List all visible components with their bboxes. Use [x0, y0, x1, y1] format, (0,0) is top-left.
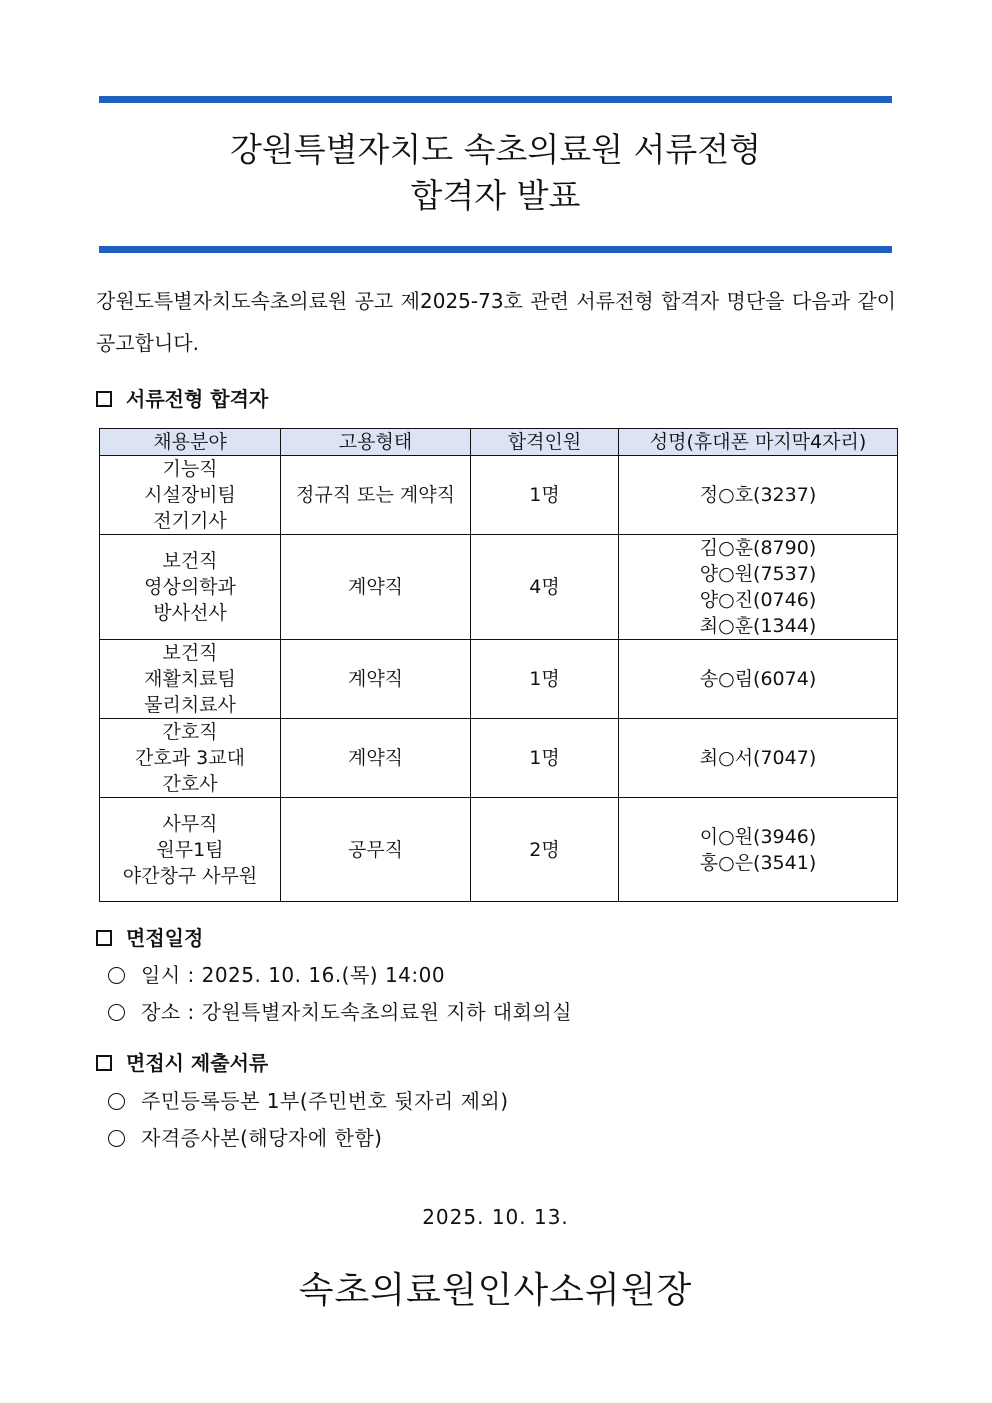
field-cell [100, 719, 281, 798]
name-line: 최○훈(1344) [699, 615, 817, 637]
documents-heading-label: 면접시 제출서류 [126, 1051, 269, 1075]
column-header: 합격인원 [471, 429, 619, 456]
checkbox-square-icon [96, 930, 112, 946]
column-header: 고용형태 [281, 429, 471, 456]
table-row [100, 640, 898, 719]
count-cell: 2명 [471, 798, 619, 902]
names-cell [619, 640, 898, 719]
field-line: 물리치료사 [144, 694, 236, 716]
interview-heading [96, 924, 203, 952]
table-row [100, 456, 898, 535]
name-line: 양○진(0746) [699, 589, 817, 611]
page-subtitle: 합격자 발표 [410, 176, 581, 215]
names-cell [619, 456, 898, 535]
field-cell [100, 535, 281, 640]
field-line: 전기기사 [153, 510, 227, 532]
names-cell [619, 535, 898, 640]
document-item: 주민등록등본 1부(주민번호 뒷자리 제외) [141, 1089, 509, 1113]
names-cell [619, 719, 898, 798]
field-line: 보건직 [162, 550, 218, 572]
employment-cell: 정규직 또는 계약직 [281, 456, 471, 535]
name-line: 송○림(6074) [699, 668, 817, 690]
list-item [108, 1124, 382, 1152]
names-cell [619, 798, 898, 902]
field-line: 간호사 [162, 773, 218, 795]
field-cell [100, 456, 281, 535]
field-line: 영상의학과 [144, 576, 236, 598]
count-cell: 1명 [471, 719, 619, 798]
list-item [108, 998, 572, 1026]
name-line: 김○훈(8790) [699, 537, 817, 559]
list-item [108, 1087, 509, 1115]
count-cell: 1명 [471, 640, 619, 719]
field-line: 사무직 [162, 812, 218, 835]
intro-paragraph: 강원도특별자치도속초의료원 공고 제2025-73호 관련 서류전형 합격자 명단을 다음과 같이 공고합니다. [96, 289, 896, 355]
name-line: 이○원(3946) [699, 825, 817, 848]
checkbox-square-icon [96, 1055, 112, 1071]
field-line: 보건직 [162, 642, 218, 664]
table-row [100, 535, 898, 640]
column-header: 성명(휴대폰 마지막4자리) [619, 429, 898, 456]
circle-bullet-icon [108, 967, 125, 984]
employment-cell: 공무직 [281, 798, 471, 902]
interview-datetime: 일시 : 2025. 10. 16.(목) 14:00 [141, 963, 446, 987]
top-rule [99, 96, 892, 103]
circle-bullet-icon [108, 1130, 125, 1147]
employment-cell: 계약직 [281, 719, 471, 798]
results-heading [96, 385, 268, 413]
column-header: 채용분야 [100, 429, 281, 456]
signatory: 속초의료원인사소위원장 [298, 1270, 693, 1311]
interview-heading-label: 면접일정 [126, 926, 204, 950]
table-row [100, 798, 898, 902]
count-cell: 1명 [471, 456, 619, 535]
field-line: 재활치료팀 [144, 668, 236, 690]
field-line: 방사선사 [153, 602, 227, 624]
results-heading-label: 서류전형 합격자 [126, 387, 269, 411]
announcement-date: 2025. 10. 13. [422, 1205, 569, 1229]
name-line: 최○서(7047) [699, 747, 817, 769]
table-header-row [100, 429, 898, 456]
field-line: 시설장비팀 [144, 484, 236, 506]
circle-bullet-icon [108, 1004, 125, 1021]
table-row [100, 719, 898, 798]
field-line: 간호직 [162, 721, 218, 743]
name-line: 양○원(7537) [699, 563, 817, 585]
field-cell [100, 640, 281, 719]
bottom-rule [99, 246, 892, 253]
interview-location: 장소 : 강원특별자치도속초의료원 지하 대회의실 [141, 1000, 573, 1024]
name-line: 홍○은(3541) [699, 851, 817, 874]
results-table [99, 428, 898, 902]
circle-bullet-icon [108, 1093, 125, 1110]
name-line: 정○호(3237) [699, 484, 817, 506]
field-cell [100, 798, 281, 902]
field-line: 간호과 3교대 [135, 747, 245, 769]
count-cell: 4명 [471, 535, 619, 640]
field-line: 원무1팀 [156, 838, 224, 861]
checkbox-square-icon [96, 391, 112, 407]
employment-cell: 계약직 [281, 535, 471, 640]
employment-cell: 계약직 [281, 640, 471, 719]
documents-heading [96, 1049, 268, 1077]
field-line: 기능직 [162, 458, 218, 480]
field-line: 야간창구 사무원 [122, 864, 258, 887]
page-title: 강원특별자치도 속초의료원 서류전형 [229, 130, 762, 169]
document-item: 자격증사본(해당자에 한함) [141, 1126, 383, 1150]
list-item [108, 961, 445, 989]
